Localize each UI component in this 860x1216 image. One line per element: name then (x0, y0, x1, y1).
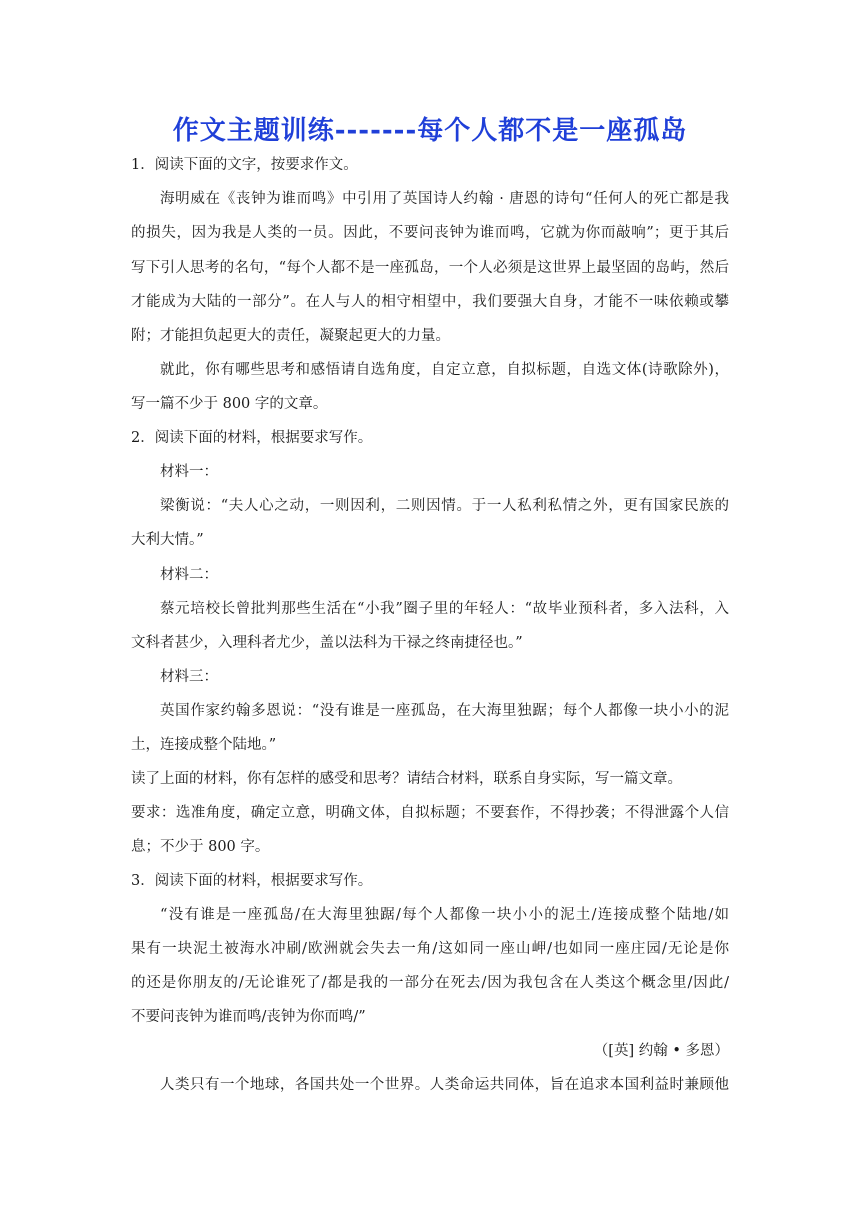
poem-line: 的还是你朋友的/无论谁死了/都是我的一部分在死去/因为我包含在人类这个概念里/因此/ (131, 975, 729, 991)
poem-line: 果有一块泥土被海水冲刷/欧洲就会失去一角/这如同一座山岬/也如同一座庄园/无论是你 (131, 941, 729, 957)
paragraph-line: 土，连接成整个陆地。” (131, 737, 277, 753)
paragraph-line: 写下引人思考的名句，“每个人都不是一座孤岛，一个人必须是这世界上最坚固的岛屿，然后 (131, 260, 729, 276)
material-heading: 材料二： (160, 567, 218, 583)
paragraph-line: 读了上面的材料，你有怎样的感受和思考？请结合材料，联系自身实际，写一篇文章。 (131, 771, 682, 787)
requirements-line: 要求：选准角度，确定立意，明确文体，自拟标题；不要套作，不得抄袭；不得泄露个人信 (131, 805, 729, 821)
requirements-line: 息；不少于 800 字。 (131, 839, 270, 855)
paragraph-line: 写一篇不少于 800 字的文章。 (131, 396, 328, 412)
paragraph-line: 大利大情。” (131, 532, 204, 548)
poem-attribution: （[英] 约翰 • 多恩） (593, 1043, 729, 1059)
material-heading: 材料一： (160, 464, 218, 480)
material-heading: 材料三： (160, 669, 218, 685)
paragraph-line: 附；才能担负起更大的责任，凝聚起更大的力量。 (131, 328, 450, 344)
paragraph-line: 海明威在《丧钟为谁而鸣》中引用了英国诗人约翰 · 唐恩的诗句“任何人的死亡都是我 (160, 191, 729, 207)
paragraph-line: 的损失，因为我是人类的一员。因此，不要问丧钟为谁而鸣，它就为你而敲响”；更于其后 (131, 225, 729, 241)
paragraph-line: 文科者甚少，入理科者尤少，盖以法科为干禄之终南捷径也。” (131, 635, 523, 651)
document-title: 作文主题训练-------每个人都不是一座孤岛 (172, 116, 688, 146)
paragraph-line: 人类只有一个地球，各国共处一个世界。人类命运共同体，旨在追求本国利益时兼顾他 (160, 1077, 729, 1093)
question-1-prompt: 1．阅读下面的文字，按要求作文。 (131, 157, 358, 173)
question-2-prompt: 2．阅读下面的材料，根据要求写作。 (131, 430, 373, 446)
paragraph-line: 英国作家约翰多恩说：“没有谁是一座孤岛，在大海里独踞；每个人都像一块小小的泥 (160, 703, 729, 719)
poem-line: “没有谁是一座孤岛/在大海里独踞/每个人都像一块小小的泥土/连接成整个陆地/如 (160, 907, 729, 923)
paragraph-line: 就此，你有哪些思考和感悟请自选角度，自定立意，自拟标题，自选文体(诗歌除外)， (160, 362, 729, 378)
poem-line: 不要问丧钟为谁而鸣/丧钟为你而鸣/” (131, 1009, 366, 1025)
paragraph-line: 才能成为大陆的一部分”。在人与人的相守相望中，我们要强大自身，才能不一味依赖或攀 (131, 294, 729, 310)
paragraph-line: 蔡元培校长曾批判那些生活在“小我”圈子里的年轻人：“故毕业预科者，多入法科，入 (160, 601, 729, 617)
question-3-prompt: 3．阅读下面的材料，根据要求写作。 (131, 873, 373, 889)
paragraph-line: 梁衡说：“夫人心之动，一则因利，二则因情。于一人私利私情之外，更有国家民族的 (160, 498, 729, 514)
